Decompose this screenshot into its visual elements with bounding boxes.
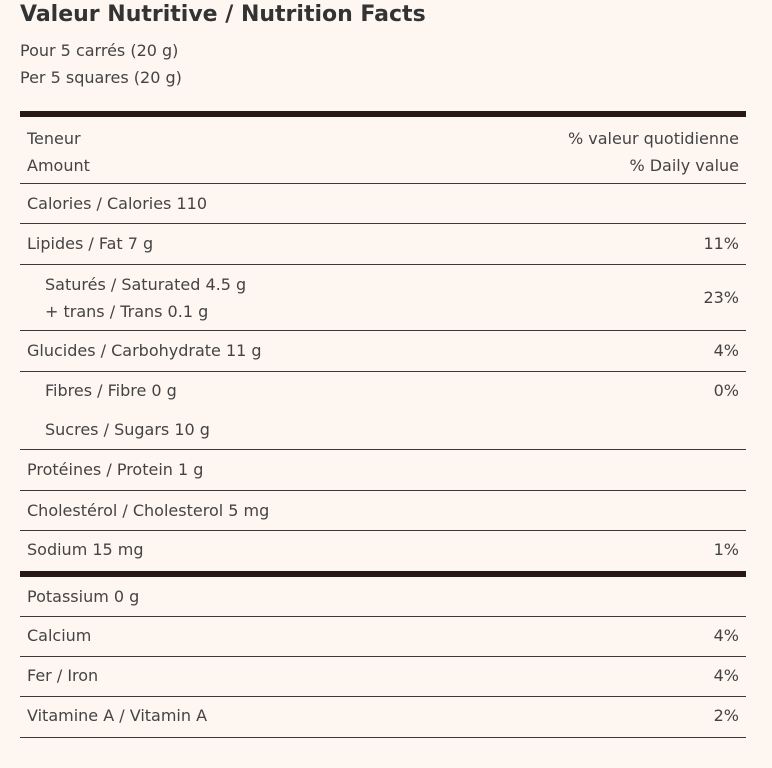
nutrient-label: Fer / Iron [27, 666, 99, 685]
nutrient-label: Fibres / Fibre 0 g [45, 381, 177, 400]
nutrient-label-sugars: Sucres / Sugars 10 g [45, 420, 210, 439]
nutrition-table [20, 111, 746, 738]
nutrient-row-calcium [20, 617, 746, 657]
nutrient-row-protein [20, 450, 746, 491]
nutrient-daily-value: 4% [713, 666, 739, 685]
nutrient-label-secondary: + trans / Trans 0.1 g [45, 302, 209, 321]
daily-value-label-en: % Daily value [629, 156, 739, 175]
nutrient-row-iron [20, 657, 746, 697]
nutrient-daily-value: 23% [703, 288, 739, 307]
nutrient-label: Cholestérol / Cholesterol 5 mg [27, 501, 270, 520]
serving-size-fr: Pour 5 carrés (20 g) [20, 41, 179, 60]
nutrient-row-fat [20, 224, 746, 265]
nutrient-row-calories [20, 184, 746, 224]
nutrient-daily-value: 1% [713, 540, 739, 559]
nutrient-row-carbohydrate [20, 331, 746, 372]
column-header-row [20, 117, 746, 184]
nutrient-row-fibre-sugars [20, 372, 746, 450]
nutrient-label: Lipides / Fat 7 g [27, 234, 154, 253]
nutrient-label: Potassium 0 g [27, 587, 140, 606]
nutrient-daily-value: 0% [713, 381, 739, 400]
amount-label-en: Amount [27, 156, 90, 175]
nutrient-label: Calories / Calories 110 [27, 194, 208, 213]
nutrient-row-saturated-trans [20, 265, 746, 331]
nutrient-daily-value: 11% [703, 234, 739, 253]
nutrient-label: Saturés / Saturated 4.5 g [45, 275, 247, 294]
nutrient-label: Sodium 15 mg [27, 540, 144, 559]
nutrient-row-vitamin-a [20, 697, 746, 738]
nutrient-label: Protéines / Protein 1 g [27, 460, 204, 479]
daily-value-label-fr: % valeur quotidienne [567, 129, 739, 148]
nutrient-label: Glucides / Carbohydrate 11 g [27, 341, 262, 360]
nutrient-row-potassium [20, 577, 746, 617]
serving-size-en: Per 5 squares (20 g) [20, 68, 182, 87]
amount-label-fr: Teneur [27, 129, 81, 148]
nutrient-daily-value: 4% [713, 626, 739, 645]
nutrient-label: Vitamine A / Vitamin A [27, 706, 208, 725]
nutrient-row-sodium [20, 531, 746, 571]
nutrition-facts-title: Valeur Nutritive / Nutrition Facts [20, 2, 426, 27]
nutrient-label: Calcium [27, 626, 92, 645]
nutrient-daily-value: 4% [713, 341, 739, 360]
nutrient-row-cholesterol [20, 491, 746, 531]
nutrient-daily-value: 2% [713, 706, 739, 725]
